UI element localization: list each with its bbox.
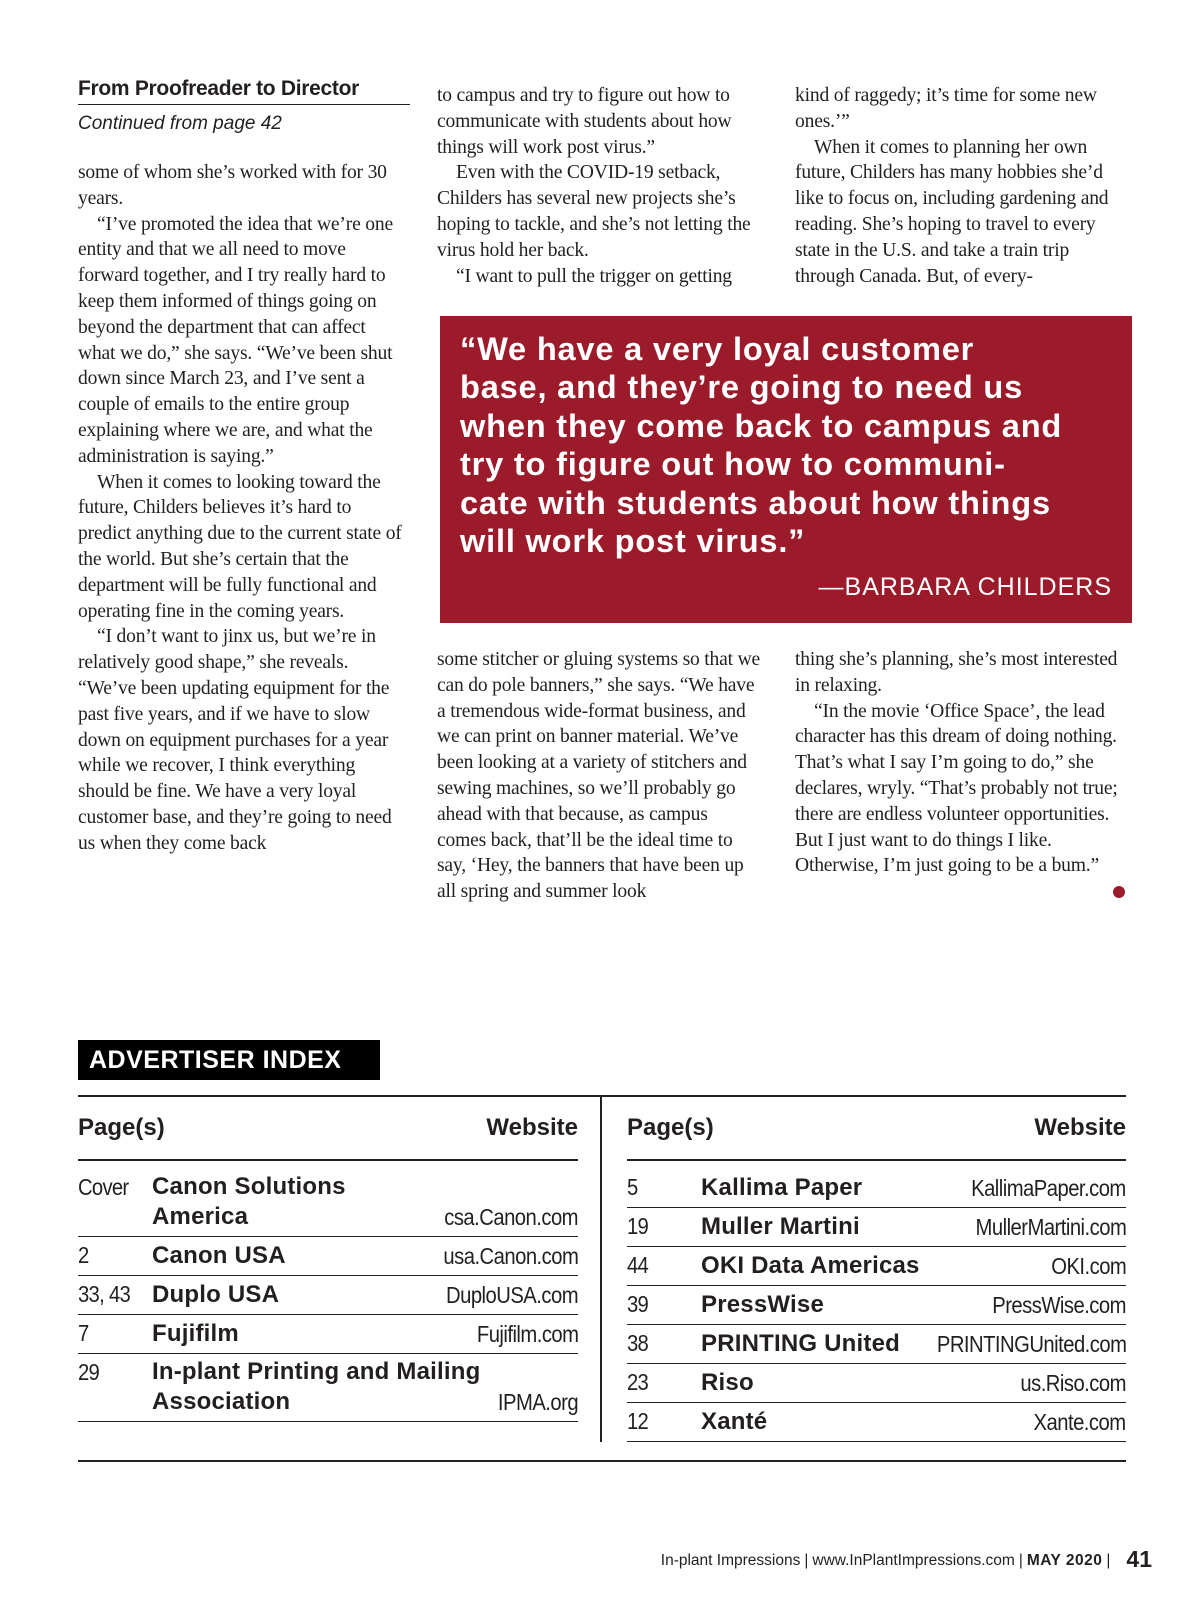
publication-name: In-plant Impressions (660, 1552, 801, 1569)
page-footer: In-plant Impressions | www.InPlantImpressions.com | MAY 2020 | 41 (660, 1546, 1152, 1572)
advertiser-page-number: 39 (627, 1291, 649, 1317)
pull-quote-line: “We have a very loyal customer (460, 330, 975, 367)
advertiser-name: OKI Data Americas (701, 1252, 920, 1279)
article-column-2-bottom (437, 647, 761, 905)
pull-quote-text (460, 330, 1112, 560)
article-paragraph: some of whom she’s worked with for 30 years. (78, 162, 387, 209)
article-paragraph: When it comes to looking toward the future, Childers believes it’s hard to predict anything due to the current state of the world. But she’s certain that the department will be fully functional and operating fine in the coming years. (78, 471, 402, 622)
advertiser-name: Duplo USA (152, 1281, 280, 1308)
pull-quote-line: try to figure out how to communi- (460, 445, 1006, 483)
advertiser-page-number: 19 (627, 1213, 649, 1239)
table-row (78, 1237, 578, 1276)
advertiser-name: Riso (701, 1369, 754, 1396)
article-paragraph: some stitcher or gluing systems so that we can do pole banners,” she says. “We have a tremendous wide-format business, and we can print on banner material. We’ve been looking at a variety of stitchers and sewing machines, so we’ll probably go ahead with that because, as campus comes back, that’ll be the ideal time to say, ‘Hey, the banners that have been up all spring and summer look (437, 649, 761, 903)
article-paragraph: “I don’t want to jinx us, but we’re in relatively good shape,” she reveals. “We’ve been updating equipment for the past five years, and if we have to slow down on equipment purchases for a year while we recover, I think everything should be fine. We have a very loyal customer base, and they’re going to need us when they come back (78, 626, 392, 854)
table-row (627, 1286, 1126, 1325)
pull-quote-line: cate with students about how things (460, 483, 1051, 521)
advertiser-name: Fujifilm (152, 1320, 239, 1347)
table-row (627, 1169, 1126, 1208)
advertiser-table-left (78, 1097, 578, 1422)
article-paragraph: Even with the COVID-19 setback, Childers has several new projects she’s hoping to tackle, and she’s not letting the virus hold her back. (437, 162, 751, 261)
advertiser-name: Canon USA (152, 1242, 286, 1269)
advertiser-website: KallimaPaper.com (971, 1175, 1126, 1201)
article-paragraph: “In the movie ‘Office Space’, the lead character has this dream of doing nothing. That’s what I say I’m going to do,” she declares, wryly. “That’s probably not true; there are endless volunteer opportunities. But I just want to do things I like. Otherwise, I’m just going to be a bum.” (795, 700, 1118, 877)
advertiser-website: csa.Canon.com (444, 1204, 578, 1230)
divider (600, 1097, 602, 1442)
issue-date: MAY 2020 (1026, 1552, 1103, 1569)
advertiser-website: usa.Canon.com (443, 1243, 578, 1269)
column-header-pages: Page(s) (627, 1114, 714, 1141)
table-header (78, 1097, 578, 1161)
publication-url: www.InPlantImpressions.com (812, 1552, 1015, 1569)
column-header-website: Website (1034, 1114, 1126, 1141)
article-paragraph: “I want to pull the trigger on getting (456, 265, 732, 287)
advertiser-website: MullerMartini.com (975, 1214, 1126, 1240)
table-body (627, 1161, 1126, 1442)
end-of-article-mark (1113, 886, 1125, 898)
article-column-3-bottom (795, 647, 1119, 879)
advertiser-website: IPMA.org (497, 1389, 578, 1415)
pull-quote-attribution: —BARBARA CHILDERS (818, 573, 1112, 601)
advertiser-name: Canon Solutions America (152, 1173, 346, 1230)
table-row (627, 1364, 1126, 1403)
table-row (627, 1325, 1126, 1364)
section-heading (78, 76, 410, 105)
advertiser-website: DuploUSA.com (445, 1282, 578, 1308)
column-header-pages: Page(s) (78, 1114, 165, 1141)
advertiser-website: PRINTINGUnited.com (936, 1331, 1126, 1357)
advertiser-name: In-plant Printing and Mailing Association (152, 1358, 481, 1415)
table-row (78, 1169, 578, 1237)
advertiser-name: Xanté (701, 1408, 768, 1435)
page-number: 41 (1126, 1546, 1152, 1572)
advertiser-name: Kallima Paper (701, 1174, 863, 1201)
article-column-1 (78, 160, 402, 857)
column-header-website: Website (486, 1114, 578, 1141)
advertiser-name: PressWise (701, 1291, 824, 1318)
advertiser-page-number: 2 (78, 1242, 89, 1268)
advertiser-page-number: 12 (627, 1408, 649, 1434)
article-paragraph: kind of raggedy; it’s time for some new ones.’” (795, 85, 1097, 132)
pull-quote-line: when they come back to campus and (460, 406, 1063, 444)
advertiser-page-number: 23 (627, 1369, 649, 1395)
advertiser-page-number: Cover (78, 1174, 129, 1200)
advertiser-page-number: 44 (627, 1252, 649, 1278)
table-header (627, 1097, 1126, 1161)
pull-quote-line: base, and they’re going to need us (460, 368, 1024, 406)
article-column-3-top (795, 83, 1119, 289)
pull-quote-line: will work post virus.” (460, 522, 806, 560)
advertiser-table-right (627, 1097, 1126, 1442)
table-row (78, 1315, 578, 1354)
article-column-2-top (437, 83, 761, 289)
divider (78, 1460, 1126, 1462)
advertiser-page-number: 7 (78, 1320, 89, 1346)
continued-note: Continued from page 42 (78, 113, 282, 134)
table-row (627, 1208, 1126, 1247)
article-paragraph: “I’ve promoted the idea that we’re one entity and that we all need to move forward together, and I try really hard to keep them informed of things going on beyond the department that can affect what we do,” she says. “We’ve been shut down since March 23, and I’ve sent a couple of emails to the entire group explaining where we are, and what the administration is saying.” (78, 213, 393, 467)
table-row (78, 1354, 578, 1422)
advertiser-website: PressWise.com (992, 1292, 1126, 1318)
pull-quote (440, 316, 1132, 623)
advertiser-page-number: 29 (78, 1359, 100, 1385)
table-row (627, 1247, 1126, 1286)
advertiser-name: PRINTING United (701, 1330, 900, 1357)
article-heading: From Proofreader to Director (78, 77, 359, 100)
advertiser-index-title: ADVERTISER INDEX (78, 1040, 380, 1080)
article-paragraph: When it comes to planning her own future, Childers has many hobbies she’d like to focus on, including gardening and reading. She’s hoping to travel to every state in the U.S. and take a train trip through Canada. But, of every- (795, 136, 1109, 287)
table-body (78, 1161, 578, 1422)
table-row (78, 1276, 578, 1315)
advertiser-website: us.Riso.com (1020, 1370, 1126, 1396)
advertiser-website: Xante.com (1033, 1409, 1126, 1435)
advertiser-name: Muller Martini (701, 1213, 860, 1240)
advertiser-page-number: 33, 43 (78, 1281, 131, 1307)
advertiser-website: OKI.com (1050, 1253, 1126, 1279)
table-row (627, 1403, 1126, 1442)
article-paragraph: to campus and try to figure out how to communicate with students about how things will work post virus.” (437, 85, 732, 158)
article-paragraph: thing she’s planning, she’s most interested in relaxing. (795, 649, 1118, 696)
advertiser-website: Fujifilm.com (476, 1321, 578, 1347)
advertiser-page-number: 5 (627, 1174, 638, 1200)
advertiser-page-number: 38 (627, 1330, 649, 1356)
